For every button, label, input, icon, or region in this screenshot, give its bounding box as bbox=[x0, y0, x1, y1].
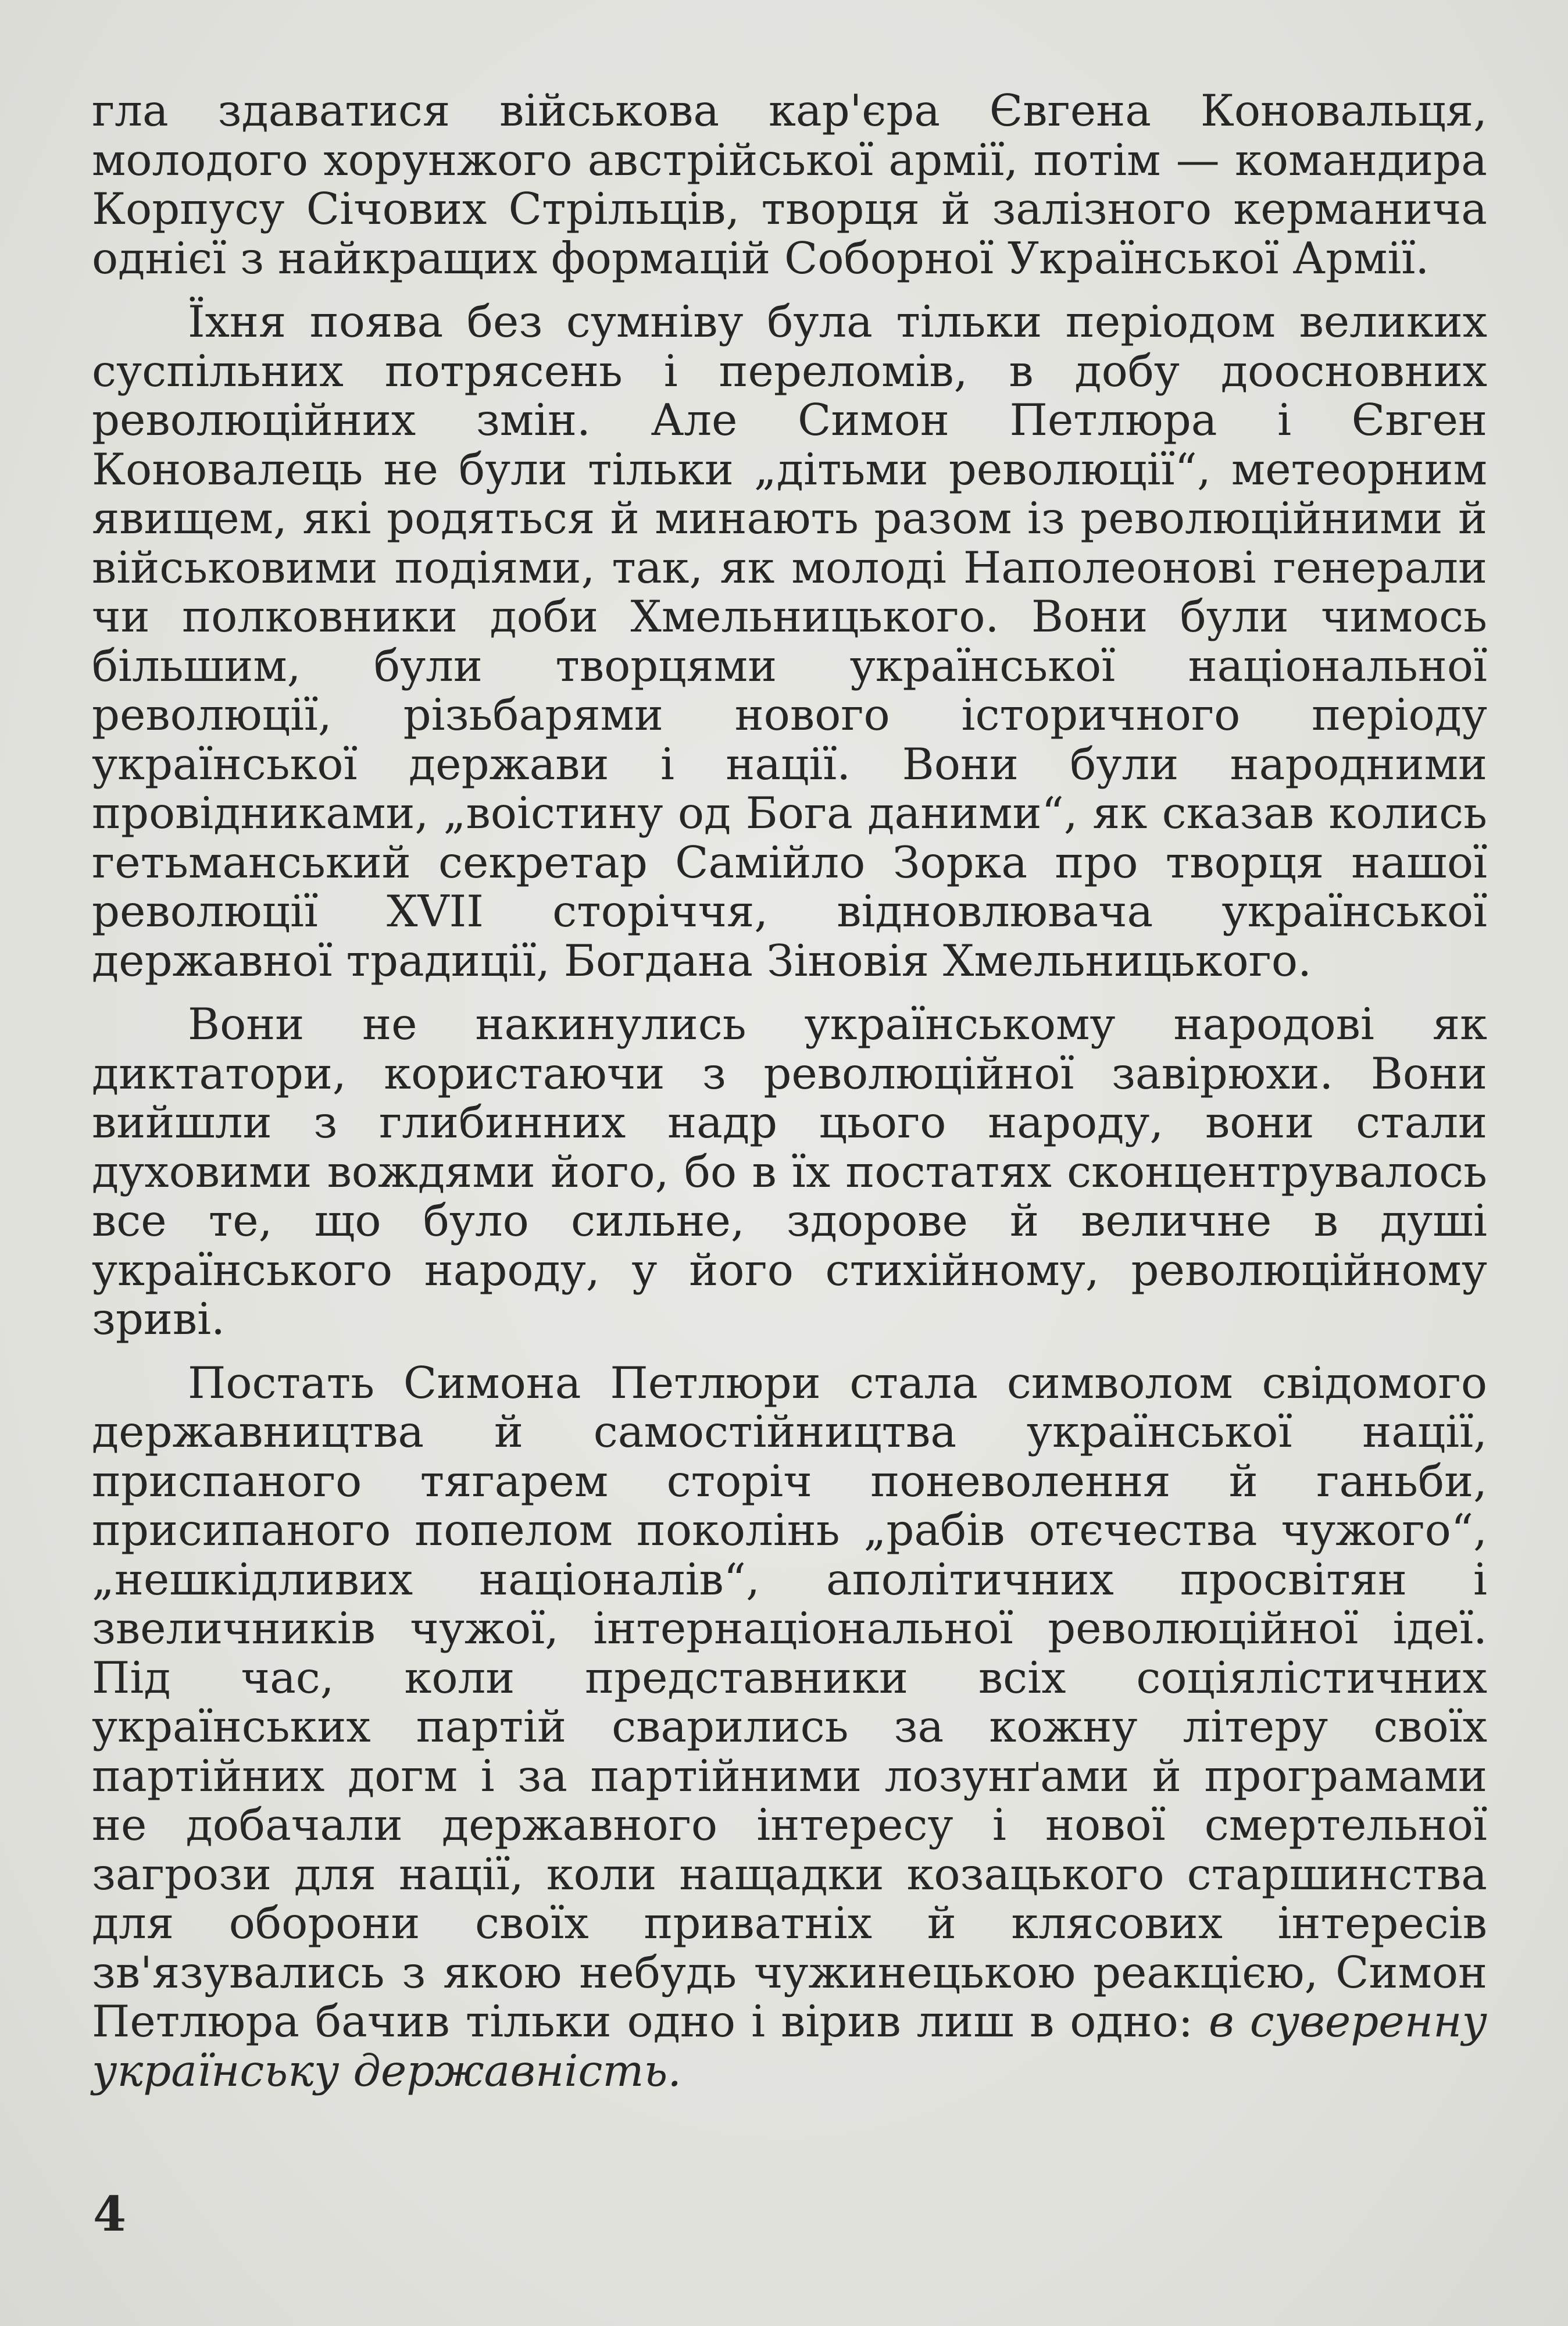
page-number: 4 bbox=[93, 2186, 127, 2242]
paragraph-1: гла здаватися військова кар'єра Євгена Коновальця, молодого хорунжого австрійської армії, потім — командира Корпусу Січових Стрільців, творця й залізного керманича однієї з найкращих формацій Соборної Української Армії. bbox=[92, 85, 1487, 284]
paragraph-3: Вони не накинулись українському народові як диктатори, користаючи з революційної завірюхи. Вони вийшли з глибинних надр цього народу, вони стали духовими вождями його, бо в їх постатях сконцентрувалось все те, що було сильне, здорове й величне в душі українського народу, у його стихійному, революційному зриві. bbox=[92, 998, 1487, 1344]
paragraph-4-emphasis: в суверенну українську державність. bbox=[92, 1996, 1487, 2096]
body-text bbox=[92, 86, 1487, 2110]
paragraph-4-text: Постать Симона Петлюри стала символом свідомого державництва й самостійництва української нації, приспаного тягарем сторіч поневолення й ганьби, присипаного попелом поколінь „рабів отєчества чужого“, „нешкідливих націоналів“, аполітичних просвітян і звеличників чужої, інтернаціональної революційної ідеї. Під час, коли представники всіх соціялістичних українських партій сварились за кожну літеру своїх партійних догм і за партійними лозунґами й програмами не добачали державного інтересу і нової смертельної загрози для нації, коли нащадки козацького старшинства для оборони своїх приватніх й клясових інтересів зв'язувались з якою небудь чужинецькою реакцією, Симон Петлюра бачив тільки одно і вірив лиш в одно: bbox=[92, 1357, 1487, 2047]
paragraph-4 bbox=[92, 1358, 1487, 2096]
paragraph-2: Їхня поява без сумніву була тільки періодом великих суспільних потрясень і переломів, в добу доосновних революційних змін. Але Симон Петлюра і Євген Коновалець не були тільки „дітьми революції“, метеорним явищем, які родяться й минають разом із революційними й військовими подіями, так, як молоді Наполеонові генерали чи полковники доби Хмельницького. Вони були чимось більшим, були творцями української національної революції, різьбарями нового історичного періоду української держави і нації. Вони були народними провідниками, „воістину од Бога даними“, як сказав колись гетьманський секретар Самійло Зорка про творця нашої революції XVII сторіччя, відновлювача української державної традиції, Богдана Зіновія Хмельницького. bbox=[92, 296, 1487, 986]
